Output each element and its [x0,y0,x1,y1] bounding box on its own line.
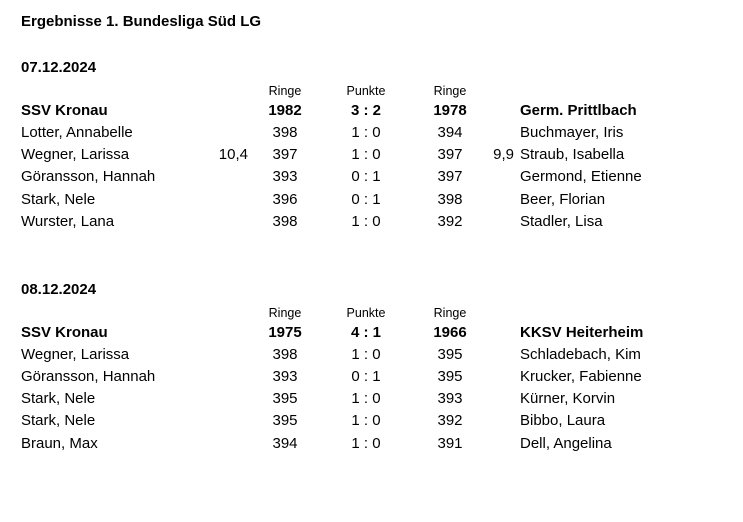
away-shooter: Bibbo, Laura [520,412,606,429]
home-shooter: Stark, Nele [21,390,96,407]
punkte: 1 : 0 [351,213,381,230]
away-shooter: Buchmayer, Iris [520,124,624,141]
match-2-header-ringe-away: Ringe [433,306,467,320]
home-shooter: Stark, Nele [21,412,96,429]
match-1-date: 07.12.2024 [21,59,97,76]
away-ringe: 394 [437,124,463,141]
home-shooter: Stark, Nele [21,191,96,208]
home-ringe: 393 [272,368,298,385]
table-row [0,366,743,388]
table-row [0,433,743,455]
home-ringe: 397 [272,146,298,163]
table-row [0,388,743,410]
punkte: 1 : 0 [351,412,381,429]
away-ringe: 392 [437,412,463,429]
home-ringe: 396 [272,191,298,208]
table-row [0,410,743,432]
home-team: SSV Kronau [21,324,108,341]
away-team-ringe: 1966 [433,324,467,341]
match-1-header-ringe-home: Ringe [268,84,302,98]
home-shooter: Wurster, Lana [21,213,115,230]
home-team-ringe: 1975 [268,324,302,341]
match-2-team-row [0,322,743,344]
away-ringe: 397 [437,168,463,185]
away-shootoff: 9,9 [493,146,514,163]
away-team: Germ. Prittlbach [520,102,637,119]
match-2-header-punkte: Punkte [346,306,386,320]
match-2-date: 08.12.2024 [21,281,97,298]
match-1-team-row [0,100,743,122]
away-shooter: Kürner, Korvin [520,390,616,407]
away-team-ringe: 1978 [433,102,467,119]
home-team-ringe: 1982 [268,102,302,119]
away-shooter: Beer, Florian [520,191,606,208]
punkte: 0 : 1 [351,168,381,185]
team-punkte: 4 : 1 [350,324,381,341]
home-shooter: Göransson, Hannah [21,368,156,385]
away-shooter: Krucker, Fabienne [520,368,642,385]
home-shooter: Wegner, Larissa [21,146,130,163]
home-ringe: 393 [272,168,298,185]
table-row [0,166,743,188]
home-shootoff: 10,4 [218,146,248,163]
table-row [0,211,743,233]
match-1-header-ringe-away: Ringe [433,84,467,98]
away-shooter: Dell, Angelina [520,435,612,452]
away-team: KKSV Heiterheim [520,324,644,341]
away-ringe: 395 [437,368,463,385]
away-ringe: 398 [437,191,463,208]
away-shooter: Straub, Isabella [520,146,625,163]
punkte: 0 : 1 [351,368,381,385]
home-shooter: Göransson, Hannah [21,168,156,185]
punkte: 1 : 0 [351,346,381,363]
home-ringe: 395 [272,412,298,429]
match-2-header-ringe-home: Ringe [268,306,302,320]
punkte: 1 : 0 [351,390,381,407]
home-ringe: 398 [272,213,298,230]
table-row [0,344,743,366]
home-ringe: 395 [272,390,298,407]
away-shooter: Germond, Etienne [520,168,642,185]
punkte: 1 : 0 [351,435,381,452]
match-1-header-punkte: Punkte [346,84,386,98]
away-shooter: Stadler, Lisa [520,213,603,230]
punkte: 0 : 1 [351,191,381,208]
away-ringe: 397 [437,146,463,163]
home-shooter: Braun, Max [21,435,98,452]
team-punkte: 3 : 2 [350,102,381,119]
page-title: Ergebnisse 1. Bundesliga Süd LG [21,13,262,30]
home-ringe: 398 [272,124,298,141]
away-shooter: Schladebach, Kim [520,346,641,363]
away-ringe: 391 [437,435,463,452]
home-shooter: Wegner, Larissa [21,346,130,363]
table-row [0,189,743,211]
home-shooter: Lotter, Annabelle [21,124,133,141]
home-ringe: 398 [272,346,298,363]
away-ringe: 393 [437,390,463,407]
table-row [0,122,743,144]
home-team: SSV Kronau [21,102,108,119]
table-row [0,144,743,166]
punkte: 1 : 0 [351,124,381,141]
away-ringe: 395 [437,346,463,363]
away-ringe: 392 [437,213,463,230]
punkte: 1 : 0 [351,146,381,163]
home-ringe: 394 [272,435,298,452]
